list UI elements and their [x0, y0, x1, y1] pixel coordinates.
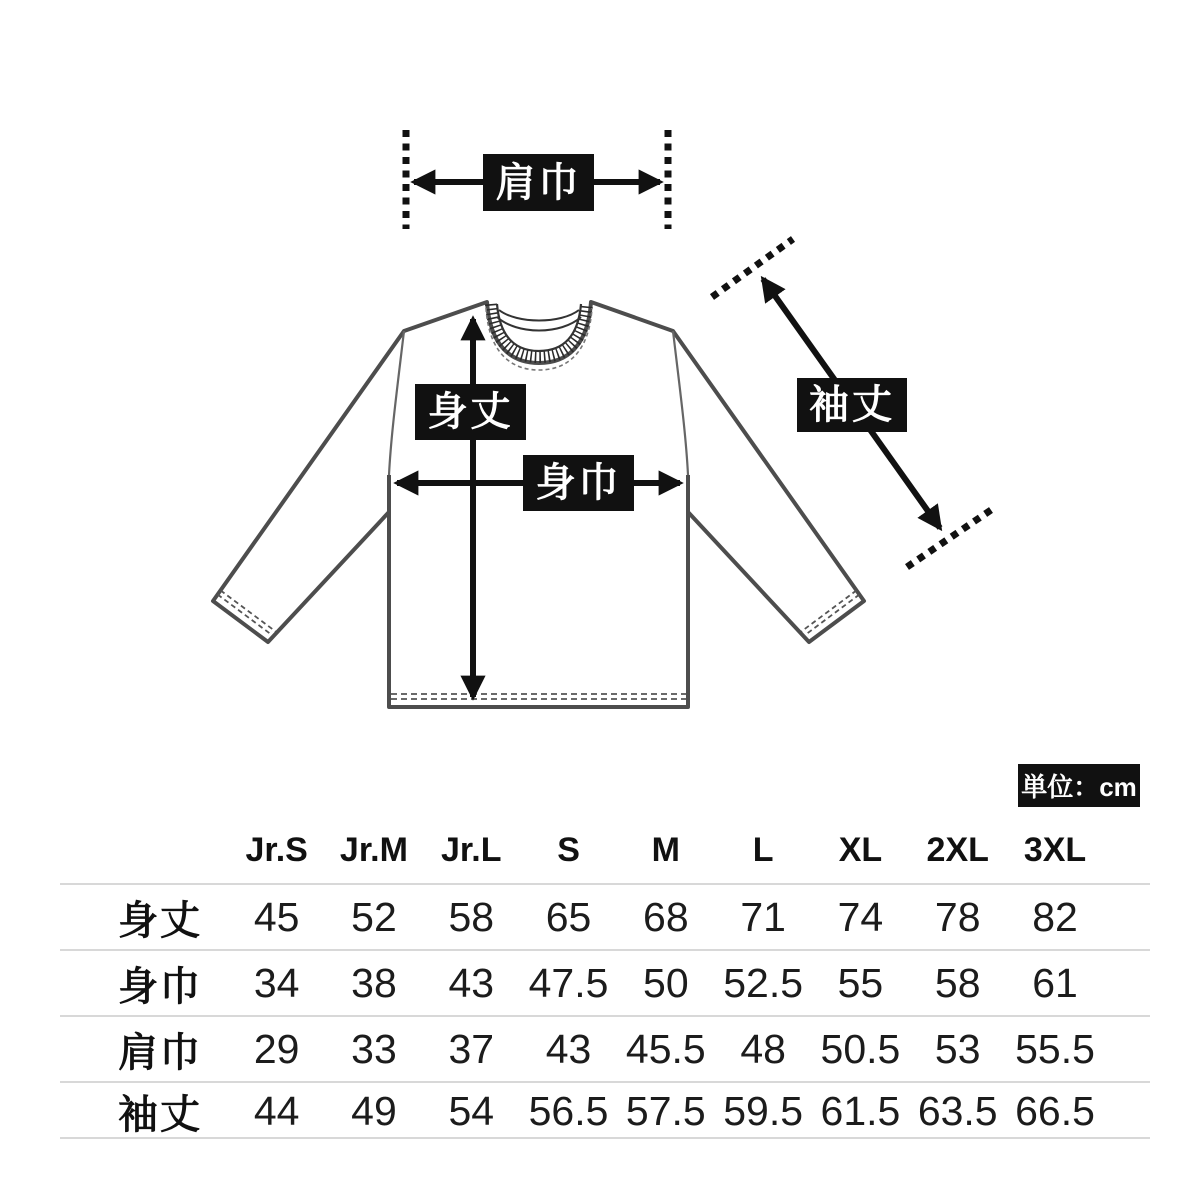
cell: 78: [934, 893, 981, 940]
row-label: 肩巾: [118, 1030, 202, 1075]
shoulder-width-label: 肩巾: [483, 154, 594, 211]
cell: 59.5: [723, 1088, 804, 1134]
size-table-header-row: [60, 818, 1150, 885]
col-header: S: [557, 831, 580, 869]
col-header: XL: [838, 831, 883, 869]
cell: 33: [351, 1025, 397, 1072]
col-header: 2XL: [926, 831, 989, 869]
unit-badge: 単位：cm: [1018, 764, 1140, 807]
cell: 68: [643, 893, 689, 940]
cell: 34: [253, 959, 300, 1006]
cell: 82: [1032, 893, 1078, 940]
table-row-shoulder-width: [60, 1017, 1150, 1083]
cell: 58: [934, 959, 981, 1006]
cell: 71: [740, 893, 786, 940]
cell: 53: [934, 1025, 981, 1072]
cell: 58: [448, 893, 495, 940]
cell: 56.5: [528, 1088, 609, 1134]
cell: 57.5: [625, 1088, 706, 1134]
cell: 29: [253, 1025, 300, 1072]
cell: 38: [351, 959, 397, 1006]
col-header: M: [651, 831, 680, 869]
col-header: Jr.M: [339, 831, 408, 869]
cell: 45.5: [625, 1025, 706, 1072]
body-length-label: 身丈: [415, 384, 526, 440]
col-header: Jr.L: [441, 831, 502, 869]
cell: 52: [351, 893, 397, 940]
table-row-body-width: [60, 951, 1150, 1017]
col-header: Jr.S: [245, 831, 308, 869]
cell: 48: [740, 1025, 786, 1072]
cell: 61.5: [820, 1088, 901, 1134]
cell: 47.5: [528, 959, 609, 1006]
row-label: 身巾: [118, 964, 202, 1009]
col-header: 3XL: [1023, 831, 1087, 869]
cell: 43: [448, 959, 495, 1006]
cell: 63.5: [917, 1088, 998, 1134]
cell: 66.5: [1015, 1088, 1095, 1134]
body-width-label: 身巾: [523, 455, 634, 511]
cell: 49: [351, 1088, 397, 1134]
sleeve-length-label: 袖丈: [797, 378, 907, 432]
cell: 54: [448, 1088, 495, 1134]
row-label: 袖丈: [118, 1093, 202, 1137]
cell: 44: [253, 1088, 300, 1134]
cell: 74: [837, 893, 884, 940]
cell: 61: [1032, 959, 1078, 1006]
cell: 43: [545, 1025, 592, 1072]
col-header: L: [752, 831, 774, 869]
cell: 45: [253, 893, 300, 940]
cell: 50.5: [820, 1025, 901, 1072]
cell: 65: [545, 893, 592, 940]
cell: 55.5: [1015, 1025, 1095, 1072]
table-row-sleeve-length: [60, 1083, 1150, 1139]
row-label: 身丈: [118, 898, 202, 943]
size-table: [60, 818, 1150, 1139]
cell: 52.5: [723, 959, 804, 1006]
table-row-body-length: [60, 885, 1150, 951]
cell: 55: [837, 959, 884, 1006]
cell: 50: [643, 959, 689, 1006]
cell: 37: [448, 1025, 495, 1072]
